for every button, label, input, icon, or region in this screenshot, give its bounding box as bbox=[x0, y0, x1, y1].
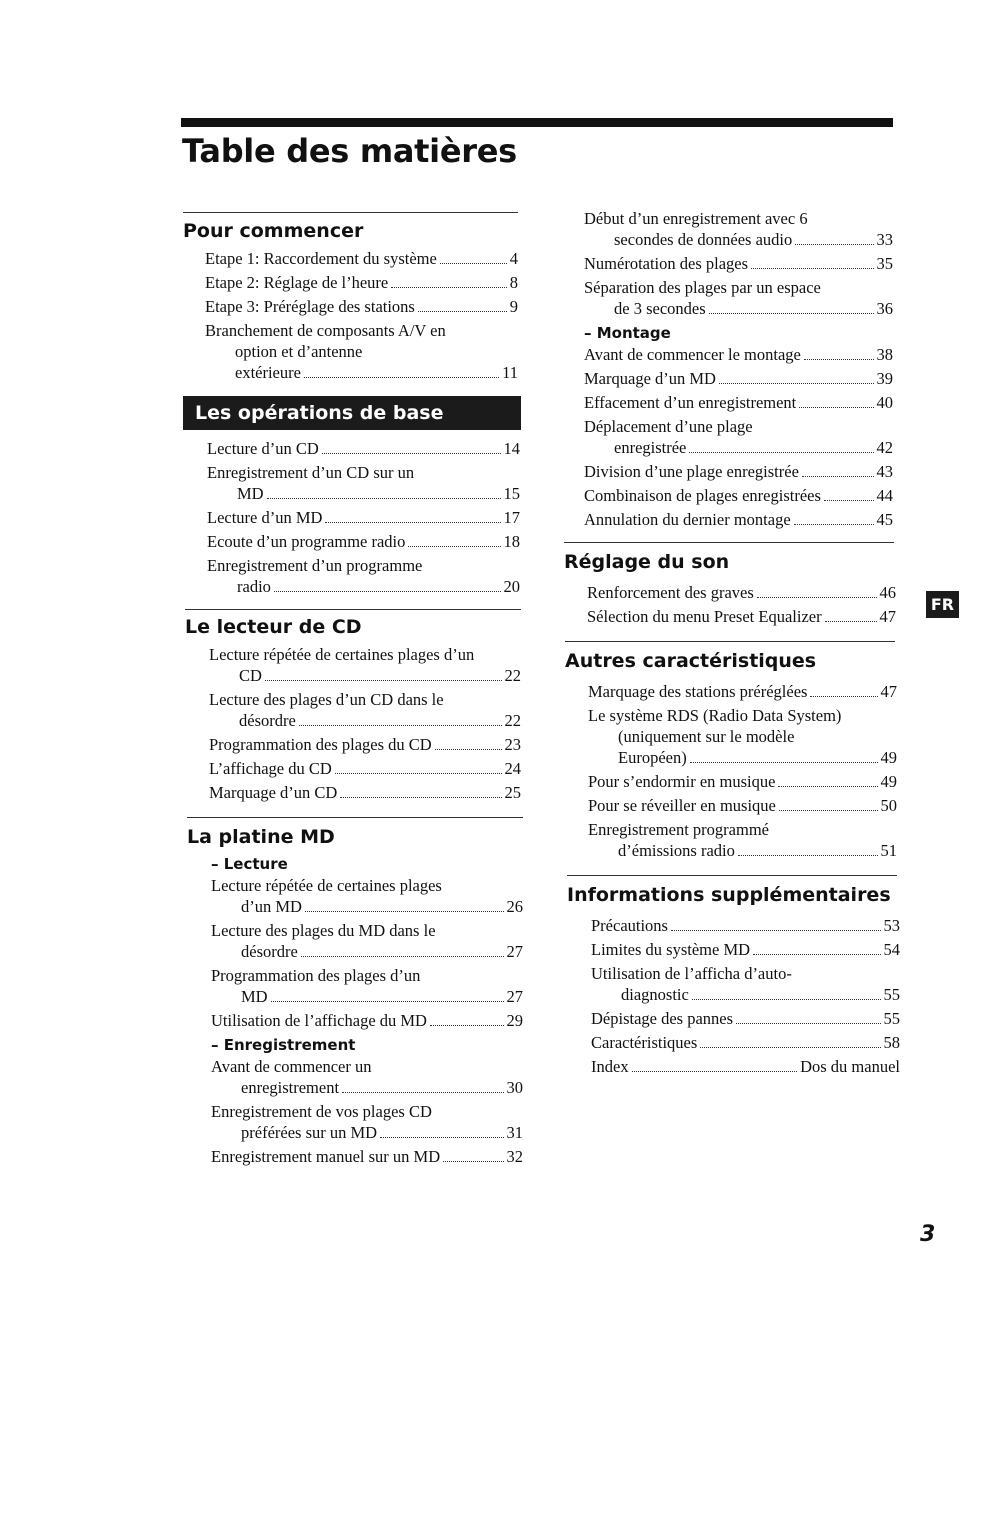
toc-entry[interactable] bbox=[211, 920, 523, 962]
entry-page: 22 bbox=[504, 711, 521, 730]
entry-page: 42 bbox=[876, 438, 893, 457]
dot-leader bbox=[265, 665, 502, 681]
section-heading: Informations supplémentaires bbox=[567, 884, 891, 906]
subsection-heading: – Montage bbox=[584, 324, 671, 342]
dot-leader bbox=[825, 606, 877, 622]
dot-leader bbox=[267, 483, 501, 499]
entry-text: Le système RDS (Radio Data System) bbox=[588, 706, 842, 725]
entry-list bbox=[565, 681, 897, 861]
toc-entry[interactable] bbox=[205, 296, 518, 317]
dot-leader bbox=[435, 734, 502, 750]
entry-page: 47 bbox=[879, 607, 896, 626]
entry-text: Etape 3: Préréglage des stations bbox=[205, 297, 415, 316]
entry-list bbox=[187, 853, 523, 1167]
dot-leader bbox=[299, 710, 502, 726]
toc-entry[interactable] bbox=[211, 875, 523, 917]
dot-leader bbox=[430, 1010, 504, 1026]
entry-text: MD bbox=[241, 987, 268, 1006]
entry-page: 33 bbox=[876, 230, 893, 249]
entry-text: Enregistrement programmé bbox=[588, 820, 769, 839]
entry-text: désordre bbox=[239, 711, 296, 730]
entry-text: Enregistrement de vos plages CD bbox=[211, 1102, 432, 1121]
toc-entry[interactable] bbox=[587, 582, 896, 603]
dot-leader bbox=[802, 461, 874, 477]
dot-leader bbox=[778, 771, 877, 787]
dot-leader bbox=[804, 344, 874, 360]
entry-page: 11 bbox=[502, 363, 518, 382]
entry-text: enregistrement bbox=[241, 1078, 340, 1097]
dot-leader bbox=[305, 896, 504, 912]
dot-leader bbox=[322, 438, 501, 454]
page-title: Table des matières bbox=[182, 132, 517, 170]
section-rule bbox=[567, 875, 897, 876]
entry-text: Caractéristiques bbox=[591, 1033, 698, 1052]
toc-entry[interactable] bbox=[584, 368, 893, 389]
entry-text: extérieure bbox=[235, 363, 301, 382]
toc-entry[interactable] bbox=[584, 344, 893, 365]
section-rule bbox=[185, 609, 521, 610]
toc-entry[interactable] bbox=[209, 644, 521, 686]
entry-page: 4 bbox=[509, 249, 518, 268]
dot-leader bbox=[271, 986, 504, 1002]
dot-leader bbox=[274, 576, 501, 592]
entry-text: Lecture répétée de certaines plages d’un bbox=[209, 645, 475, 664]
entry-text: Avant de commencer le montage bbox=[584, 345, 801, 364]
dot-leader bbox=[440, 248, 507, 264]
toc-entry[interactable] bbox=[588, 681, 897, 702]
entry-page: 55 bbox=[883, 1009, 900, 1028]
entry-text: enregistrée bbox=[614, 438, 687, 457]
toc-entry[interactable] bbox=[584, 392, 893, 413]
entry-text: Séparation des plages par un espace bbox=[584, 278, 821, 297]
entry-page: 50 bbox=[880, 796, 897, 815]
dot-leader bbox=[751, 253, 873, 269]
toc-entry[interactable] bbox=[211, 1010, 523, 1031]
toc-entry[interactable] bbox=[211, 1056, 523, 1098]
toc-entry[interactable] bbox=[209, 782, 521, 803]
section-operations-base bbox=[183, 396, 526, 597]
entry-page: 9 bbox=[509, 297, 518, 316]
toc-entry[interactable] bbox=[207, 438, 520, 459]
entry-text: Dépistage des pannes bbox=[591, 1009, 734, 1028]
dot-leader bbox=[301, 941, 504, 957]
entry-list bbox=[567, 915, 900, 1077]
entry-text: L’affichage du CD bbox=[209, 759, 332, 778]
toc-entry[interactable] bbox=[591, 1056, 900, 1077]
toc-entry[interactable] bbox=[209, 689, 521, 731]
entry-text: Etape 2: Réglage de l’heure bbox=[205, 273, 389, 292]
toc-entry[interactable] bbox=[584, 253, 893, 274]
entry-text: option et d’antenne bbox=[235, 342, 363, 361]
toc-entry[interactable] bbox=[205, 248, 518, 269]
entry-text: Marquage d’un CD bbox=[209, 783, 338, 802]
dot-leader bbox=[632, 1056, 798, 1072]
dot-leader bbox=[690, 747, 878, 763]
entry-text: Branchement de composants A/V en bbox=[205, 321, 446, 340]
entry-page: 46 bbox=[879, 583, 896, 602]
dot-leader bbox=[709, 298, 874, 314]
subsection-heading: – Enregistrement bbox=[211, 1036, 356, 1054]
toc-entry[interactable] bbox=[591, 939, 900, 960]
entry-text: Limites du système MD bbox=[591, 940, 751, 959]
entry-page: 39 bbox=[876, 369, 893, 388]
toc-entry[interactable] bbox=[588, 819, 897, 861]
entry-page: 44 bbox=[876, 486, 893, 505]
dot-leader bbox=[692, 984, 881, 1000]
entry-text: Enregistrement d’un CD sur un bbox=[207, 463, 415, 482]
entry-page: 8 bbox=[509, 273, 518, 292]
dot-leader bbox=[418, 296, 507, 312]
entry-page: 24 bbox=[504, 759, 521, 778]
toc-entry[interactable] bbox=[207, 462, 520, 504]
section-heading: Le lecteur de CD bbox=[185, 616, 362, 638]
entry-text: secondes de données audio bbox=[614, 230, 793, 249]
entry-page: 47 bbox=[880, 682, 897, 701]
toc-entry[interactable] bbox=[205, 320, 518, 383]
entry-text: Programmation des plages d’un bbox=[211, 966, 421, 985]
entry-list bbox=[185, 644, 521, 803]
section-rule bbox=[187, 817, 523, 818]
dot-leader bbox=[738, 840, 878, 856]
dot-leader bbox=[325, 507, 500, 523]
section-lecteur-cd bbox=[185, 609, 526, 803]
toc-entry[interactable] bbox=[207, 555, 520, 597]
dot-leader bbox=[443, 1146, 503, 1162]
entry-text: Numérotation des plages bbox=[584, 254, 749, 273]
entry-page: 18 bbox=[503, 532, 520, 551]
toc-entry[interactable] bbox=[588, 795, 897, 816]
entry-page: 26 bbox=[506, 897, 523, 916]
entry-page: 29 bbox=[506, 1011, 523, 1030]
entry-text: préférées sur un MD bbox=[241, 1123, 378, 1142]
entry-text: diagnostic bbox=[621, 985, 689, 1004]
dot-leader bbox=[340, 782, 501, 798]
toc-entry[interactable] bbox=[591, 1032, 900, 1053]
toc-entry[interactable] bbox=[209, 758, 521, 779]
entry-text: Utilisation de l’affichage du MD bbox=[211, 1011, 427, 1030]
toc-entry[interactable] bbox=[209, 734, 521, 755]
entry-text: Utilisation de l’afficha d’auto- bbox=[591, 964, 792, 983]
dot-leader bbox=[794, 509, 874, 525]
toc-entry[interactable] bbox=[584, 277, 893, 319]
entry-text: Renforcement des graves bbox=[587, 583, 754, 602]
dot-leader bbox=[304, 362, 499, 378]
entry-text: Lecture d’un CD bbox=[207, 439, 319, 458]
entry-text: Enregistrement manuel sur un MD bbox=[211, 1147, 441, 1166]
toc-entry[interactable] bbox=[207, 507, 520, 528]
entry-text: d’un MD bbox=[241, 897, 302, 916]
entry-page: 14 bbox=[503, 439, 520, 458]
entry-page: 17 bbox=[503, 508, 520, 527]
section-reglage-son bbox=[564, 542, 900, 627]
section-heading: Pour commencer bbox=[183, 220, 364, 242]
entry-text: (uniquement sur le modèle bbox=[618, 727, 795, 746]
entry-text: Début d’un enregistrement avec 6 bbox=[584, 209, 808, 228]
dot-leader bbox=[408, 531, 500, 547]
section-heading: Réglage du son bbox=[564, 551, 730, 573]
entry-page: 20 bbox=[503, 577, 520, 596]
dot-leader bbox=[757, 582, 877, 598]
entry-text: Index bbox=[591, 1057, 629, 1076]
dot-leader bbox=[342, 1077, 503, 1093]
entry-text: Marquage des stations préréglées bbox=[588, 682, 808, 701]
dot-leader bbox=[719, 368, 874, 384]
toc-entry[interactable] bbox=[211, 965, 523, 1007]
toc-entry[interactable] bbox=[584, 461, 893, 482]
subsection-heading: – Lecture bbox=[211, 855, 288, 873]
page-number: 3 bbox=[920, 1222, 936, 1247]
dot-leader bbox=[824, 485, 874, 501]
entry-page: 38 bbox=[876, 345, 893, 364]
section-enregistrement-suite bbox=[562, 208, 893, 530]
section-autres-caracteristiques bbox=[565, 641, 900, 861]
entry-text: Avant de commencer un bbox=[211, 1057, 372, 1076]
entry-page: 15 bbox=[503, 484, 520, 503]
entry-text: MD bbox=[237, 484, 264, 503]
toc-entry[interactable] bbox=[591, 1008, 900, 1029]
section-rule bbox=[564, 542, 894, 543]
section-pour-commencer bbox=[183, 212, 526, 383]
dot-leader bbox=[810, 681, 877, 697]
entry-text: Lecture répétée de certaines plages bbox=[211, 876, 442, 895]
entry-page: 40 bbox=[876, 393, 893, 412]
entry-text: Annulation du dernier montage bbox=[584, 510, 791, 529]
toc-entry[interactable] bbox=[591, 915, 900, 936]
section-informations-supplementaires bbox=[567, 875, 900, 1077]
section-heading: La platine MD bbox=[187, 826, 335, 848]
dot-leader bbox=[689, 437, 873, 453]
entry-page: 49 bbox=[880, 772, 897, 791]
entry-page: 22 bbox=[504, 666, 521, 685]
entry-text: Combinaison de plages enregistrées bbox=[584, 486, 821, 505]
toc-entry[interactable] bbox=[584, 416, 893, 458]
entry-list bbox=[183, 438, 520, 597]
entry-text: Pour se réveiller en musique bbox=[588, 796, 776, 815]
entry-text: Lecture des plages du MD dans le bbox=[211, 921, 436, 940]
dot-leader bbox=[700, 1032, 880, 1048]
entry-text: Division d’une plage enregistrée bbox=[584, 462, 799, 481]
section-heading: Autres caractéristiques bbox=[565, 650, 817, 672]
entry-page: 54 bbox=[883, 940, 900, 959]
dot-leader bbox=[335, 758, 502, 774]
entry-text: d’émissions radio bbox=[618, 841, 735, 860]
language-tab-fr: FR bbox=[926, 591, 959, 618]
dot-leader bbox=[380, 1122, 503, 1138]
entry-text: Effacement d’un enregistrement bbox=[584, 393, 797, 412]
dot-leader bbox=[671, 915, 881, 931]
entry-page: 23 bbox=[504, 735, 521, 754]
toc-entry[interactable] bbox=[211, 1146, 523, 1167]
toc-entry[interactable] bbox=[584, 485, 893, 506]
entry-text: Lecture d’un MD bbox=[207, 508, 323, 527]
toc-entry[interactable] bbox=[205, 272, 518, 293]
entry-page: 45 bbox=[876, 510, 893, 529]
entry-page: Dos du manuel bbox=[800, 1057, 900, 1076]
entry-text: Lecture des plages d’un CD dans le bbox=[209, 690, 444, 709]
entry-text: Etape 1: Raccordement du système bbox=[205, 249, 437, 268]
entry-page: 36 bbox=[876, 299, 893, 318]
dot-leader bbox=[391, 272, 507, 288]
section-platine-md bbox=[187, 817, 526, 1167]
entry-text: Précautions bbox=[591, 916, 668, 935]
toc-entry[interactable] bbox=[588, 705, 897, 768]
entry-text: Enregistrement d’un programme bbox=[207, 556, 423, 575]
entry-page: 35 bbox=[876, 254, 893, 273]
toc-entry[interactable] bbox=[584, 208, 893, 250]
entry-text: Programmation des plages du CD bbox=[209, 735, 432, 754]
entry-page: 43 bbox=[876, 462, 893, 481]
dot-leader bbox=[753, 939, 880, 955]
entry-text: Marquage d’un MD bbox=[584, 369, 716, 388]
toc-entry[interactable] bbox=[591, 963, 900, 1005]
entry-page: 55 bbox=[883, 985, 900, 1004]
entry-text: désordre bbox=[241, 942, 298, 961]
toc-entry[interactable] bbox=[588, 771, 897, 792]
entry-list bbox=[183, 248, 518, 383]
toc-left-column bbox=[181, 200, 526, 1170]
entry-page: 32 bbox=[506, 1147, 523, 1166]
entry-text: Sélection du menu Preset Equalizer bbox=[587, 607, 822, 626]
toc-entry[interactable] bbox=[207, 531, 520, 552]
entry-text: Déplacement d’une plage bbox=[584, 417, 753, 436]
entry-list bbox=[564, 582, 896, 627]
entry-page: 30 bbox=[506, 1078, 523, 1097]
entry-page: 53 bbox=[883, 916, 900, 935]
entry-page: 27 bbox=[506, 942, 523, 961]
dot-leader bbox=[799, 392, 873, 408]
toc-entry[interactable] bbox=[587, 606, 896, 627]
toc-entry[interactable] bbox=[584, 509, 893, 530]
toc-right-column bbox=[562, 200, 900, 1080]
entry-page: 51 bbox=[880, 841, 897, 860]
entry-text: Pour s’endormir en musique bbox=[588, 772, 776, 791]
section-rule bbox=[183, 212, 518, 213]
entry-text: Européen) bbox=[618, 748, 687, 767]
toc-entry[interactable] bbox=[211, 1101, 523, 1143]
entry-text: de 3 secondes bbox=[614, 299, 706, 318]
section-rule bbox=[565, 641, 895, 642]
entry-page: 27 bbox=[506, 987, 523, 1006]
entry-text: Ecoute d’un programme radio bbox=[207, 532, 406, 551]
entry-page: 58 bbox=[883, 1033, 900, 1052]
entry-text: CD bbox=[239, 666, 262, 685]
entry-page: 49 bbox=[880, 748, 897, 767]
title-rule bbox=[181, 118, 893, 127]
dot-leader bbox=[795, 229, 873, 245]
dot-leader bbox=[736, 1008, 880, 1024]
dot-leader bbox=[779, 795, 878, 811]
entry-page: 31 bbox=[506, 1123, 523, 1142]
entry-page: 25 bbox=[504, 783, 521, 802]
entry-text: radio bbox=[237, 577, 271, 596]
section-banner: Les opérations de base bbox=[183, 396, 521, 430]
